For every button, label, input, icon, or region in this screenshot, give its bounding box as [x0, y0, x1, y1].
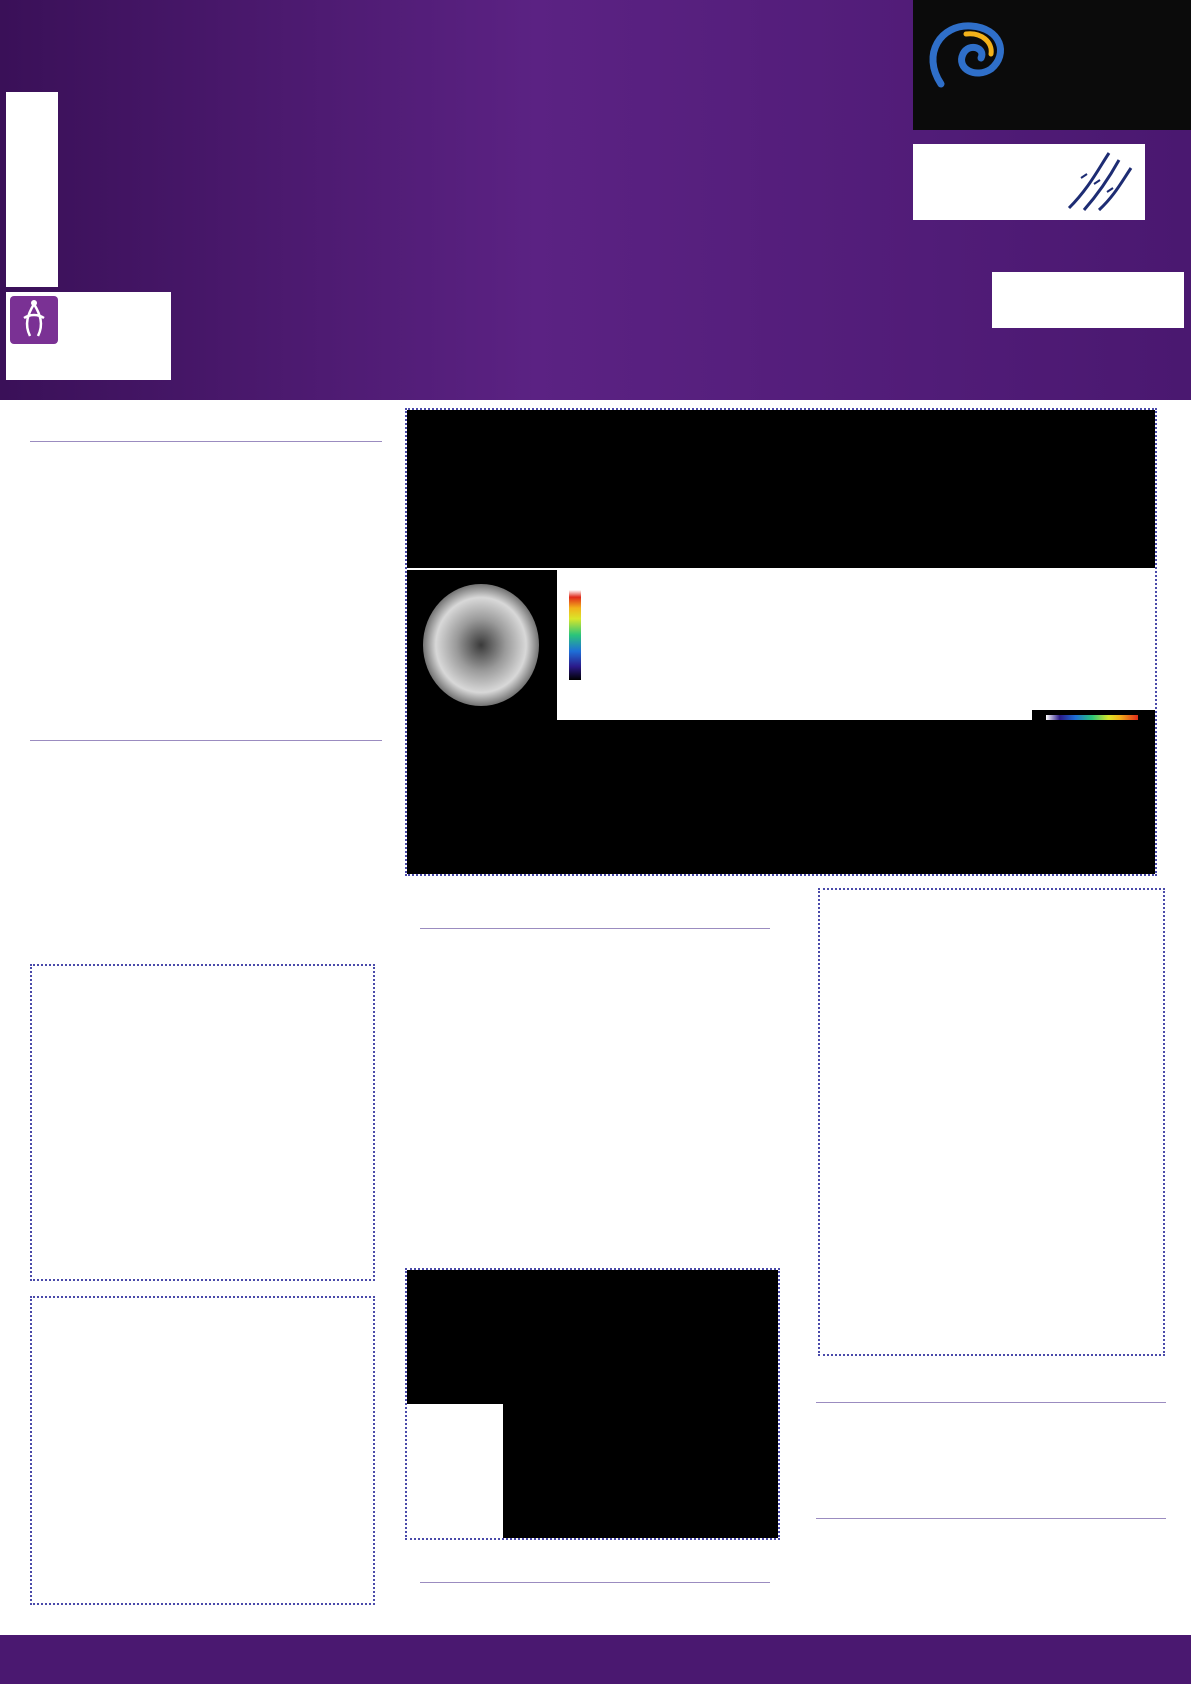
- figure3-top-images: [407, 410, 1155, 568]
- figure4-hrrt-chart: [820, 1134, 1163, 1352]
- figure3-caption: [573, 575, 1151, 587]
- figure3-bottom-images: [407, 720, 1155, 874]
- colorbar-gradient: [569, 590, 581, 680]
- camh-figure-icon: [10, 296, 58, 344]
- manchester-crest: [6, 92, 58, 287]
- conference-logo: [913, 0, 1191, 130]
- camh-logo: [6, 292, 171, 380]
- divider: [30, 441, 382, 442]
- divider: [30, 740, 382, 741]
- divider: [420, 928, 770, 929]
- divider: [816, 1402, 1166, 1403]
- divider: [816, 1518, 1166, 1519]
- references-list: [818, 1528, 1165, 1533]
- figure4-panel: [818, 888, 1165, 1356]
- figure3-mri-image: [407, 570, 557, 720]
- vu-medical-centre-logo: [913, 144, 1145, 220]
- divider: [420, 1582, 770, 1583]
- figure1-panel: [30, 964, 375, 1281]
- figure3-colorbar: [557, 570, 609, 720]
- figure3-panel: [405, 408, 1157, 876]
- figure2-panel: [30, 1296, 375, 1605]
- figure5-caption: [409, 1398, 501, 1411]
- brain-swirl-icon: [921, 14, 1011, 100]
- vu-swoosh-icon: [1059, 148, 1139, 212]
- imperial-college-logo: [992, 272, 1184, 328]
- figure4-ecat-chart: [820, 890, 1163, 1108]
- figure5-panel: [405, 1268, 780, 1540]
- poster-footer: [0, 1635, 1191, 1684]
- mri-brain-slice: [423, 584, 539, 706]
- figure2-chart: [32, 1298, 373, 1516]
- figure1-chart: [32, 966, 373, 1171]
- poster-header: [0, 0, 1191, 400]
